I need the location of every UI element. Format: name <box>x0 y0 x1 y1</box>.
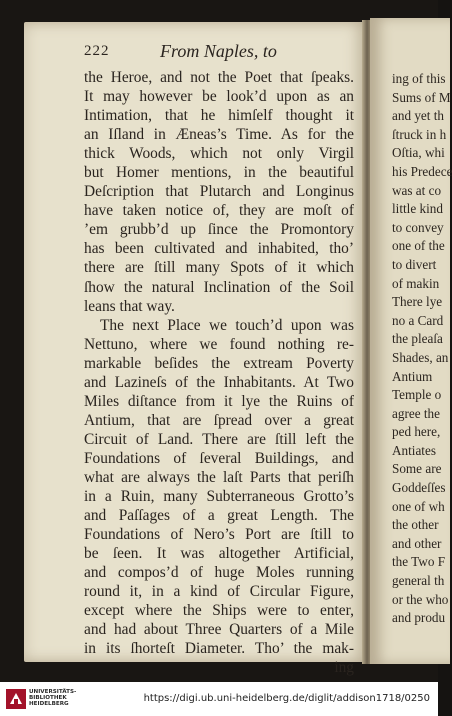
text-line: Intimation, that he himſelf thought it <box>84 107 354 125</box>
page-header <box>84 41 354 63</box>
footer-bar <box>0 682 438 716</box>
text-line: ing <box>334 659 354 677</box>
right-page-line: There lye <box>392 294 443 310</box>
text-line: and Paſſages of a great Length. The <box>84 507 354 525</box>
right-page-line: was at co <box>392 182 442 198</box>
text-line: Antium, that are ſpread over a great <box>84 411 354 429</box>
right-page-line: Antiates <box>392 442 436 458</box>
right-page-line: agree the <box>392 405 440 421</box>
text-line: has been cultivated and inhabited, tho’ <box>84 240 354 258</box>
text-line: the Heroe, and not the Poet that ſpeaks. <box>84 69 354 86</box>
right-page-line: ſtruck in h <box>392 126 447 142</box>
right-page-line: Shades, an <box>392 349 449 365</box>
right-page-line: or the who <box>392 591 449 607</box>
right-page-line: and other <box>392 535 442 551</box>
text-line: thick Woods, which not only Virgil <box>84 145 354 163</box>
text-line: Deſcription that Plutarch and Longinus <box>84 183 354 201</box>
right-page-line: Some are <box>392 461 442 477</box>
right-page-line: general th <box>392 573 445 589</box>
right-page-line: Temple o <box>392 387 442 403</box>
right-page-line: one of wh <box>392 498 445 514</box>
text-line: leans that way. <box>84 297 175 315</box>
text-line: there are ſtill many Spots of it which <box>84 259 354 277</box>
right-page-line: of makin <box>392 275 440 291</box>
text-line: what are always the laſt Parts that periſh <box>84 468 354 486</box>
right-page-line: ped here, <box>392 424 441 440</box>
text-line: in its ſhorteſt Diameter. Tho’ the mak- <box>84 640 354 658</box>
text-line: It may however be look’d upon as an <box>84 88 354 106</box>
text-line: and compos’d of huge Moles running <box>84 564 354 582</box>
right-page-line: the Two F <box>392 554 446 570</box>
right-page-line: and yet th <box>392 108 445 124</box>
text-line: an Iſland in Æneas’s Time. As for the <box>84 126 354 144</box>
right-page-line: the pleaſa <box>392 331 443 347</box>
text-line: be ſeen. It was altogether Artificial, <box>84 545 354 563</box>
running-title: From Naples, to <box>160 41 277 61</box>
text-line: round it, in a kind of Circular Figure, <box>84 583 354 601</box>
text-line: ſhow the natural Inclination of the Soil <box>84 278 354 296</box>
right-page-line: to convey <box>392 219 444 235</box>
right-page-line: his Predece <box>392 163 452 179</box>
right-page-line: Goddeſſes <box>392 480 446 496</box>
text-line: The next Place we touch’d upon was <box>100 316 354 334</box>
text-line: Circuit of Land. There are ſtill left the <box>84 430 354 448</box>
text-line: have taken notice of, they are moſt of <box>84 202 354 220</box>
text-line: and had about Three Quarters of a Mile <box>84 621 354 639</box>
text-line: except where the Ships were to enter, <box>84 602 354 620</box>
text-line: ’em grubb’d up ſince the Promontory <box>84 221 354 239</box>
library-name: UNIVERSITÄTS- BIBLIOTHEK HEIDELBERG <box>29 689 77 708</box>
text-line: Nettuno, where we found nothing re- <box>84 335 354 353</box>
body-text <box>84 68 354 678</box>
text-line: markable beſides the extream Poverty <box>84 354 354 372</box>
text-line: Foundations of ſeveral Buildings, and <box>84 449 354 467</box>
right-page-text <box>392 70 452 628</box>
right-page-line: Antium <box>392 368 433 384</box>
right-page-line: ing of this <box>392 71 446 86</box>
right-page-line: the other <box>392 517 439 533</box>
text-line: and Lazineſs of the Inhabitants. At Two <box>84 373 354 391</box>
right-page-line: to divert <box>392 256 437 272</box>
university-library-logo-icon[interactable] <box>6 689 26 709</box>
text-line: Miles diſtance from it lye the Ruins of <box>84 392 354 410</box>
right-page-line: and produ <box>392 610 446 626</box>
page-number: 222 <box>84 43 110 59</box>
right-page-line: Oſtia, whi <box>392 145 445 161</box>
text-line: in a Ruin, many Subterraneous Grotto’s <box>84 488 354 506</box>
text-line: but Homer mentions, in the beautiful <box>84 164 354 182</box>
right-page-line: little kind <box>392 201 443 217</box>
right-page-line: no a Card <box>392 312 444 328</box>
source-url-link[interactable]: https://digi.ub.uni-heidelberg.de/diglit/addison1718/0250 <box>143 693 430 704</box>
right-page-line: one of the <box>392 238 445 254</box>
text-line: Foundations of Nero’s Port are ſtill to <box>84 526 354 544</box>
right-page-line: Sums of M <box>392 89 451 105</box>
